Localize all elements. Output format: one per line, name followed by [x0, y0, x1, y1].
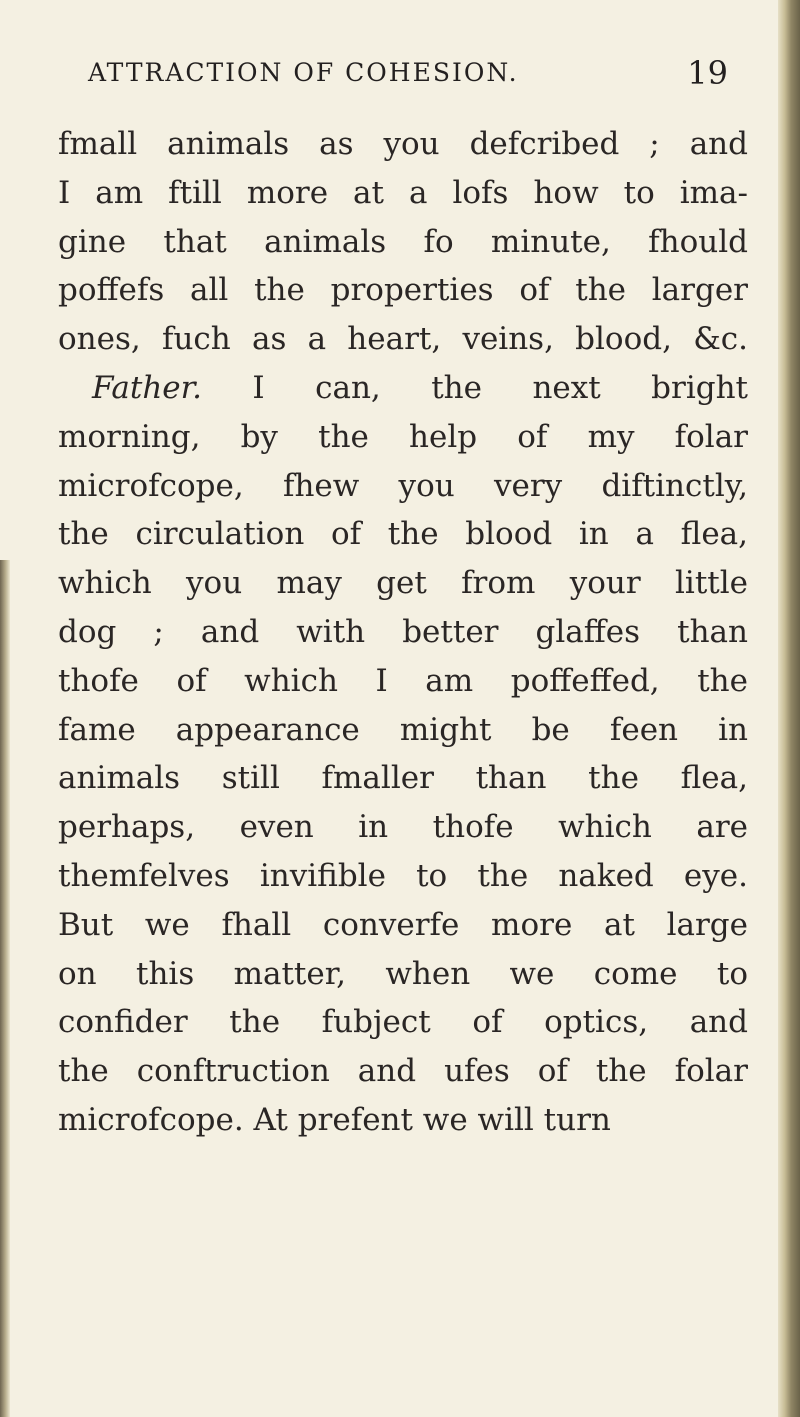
page-number: 19	[687, 54, 728, 92]
speaker-line-text: I can, the next bright	[252, 369, 748, 406]
text-line: thofe of which I am poffeffed, the	[58, 662, 748, 699]
running-title: ATTRACTION OF COHESION.	[88, 58, 519, 87]
text-line: microfcope, fhew you very diftinctly,	[58, 467, 748, 504]
text-line-speaker	[58, 364, 748, 413]
text-line: confider the fubject of optics, and	[58, 1004, 748, 1041]
text-line: perhaps, even in thofe which are	[58, 809, 748, 846]
text-line: which you may get from your little	[58, 565, 748, 602]
text-line: But we fhall converfe more at large	[58, 906, 748, 943]
text-line: dog ; and with better glaffes than	[58, 613, 748, 650]
text-line: fame appearance might be feen in	[58, 711, 748, 748]
text-line: morning, by the help of my folar	[58, 418, 748, 455]
text-line: ones, fuch as a heart, veins, blood, &c.	[58, 321, 748, 358]
text-line: fmall animals as you defcribed ; and	[58, 126, 748, 162]
text-line: the circulation of the blood in a flea,	[58, 516, 748, 553]
text-line: poffefs all the properties of the larger	[58, 272, 748, 309]
text-line: microfcope. At prefent we will turn	[58, 1101, 611, 1138]
speaker-label: Father.	[92, 369, 202, 406]
text-line: I am ftill more at a lofs how to ima-	[58, 174, 748, 211]
page-edge-shadow-left	[0, 560, 10, 1417]
page-edge-shadow-right	[778, 0, 800, 1417]
running-header	[88, 54, 728, 94]
text-line: on this matter, when we come to	[58, 955, 748, 992]
text-line: gine that animals fo minute, fhould	[58, 223, 748, 260]
text-line: the conftruction and ufes of the folar	[58, 1053, 748, 1090]
body-text	[58, 120, 748, 1145]
text-line: animals still fmaller than the flea,	[58, 760, 748, 797]
text-line: themfelves invifible to the naked eye.	[58, 857, 748, 894]
